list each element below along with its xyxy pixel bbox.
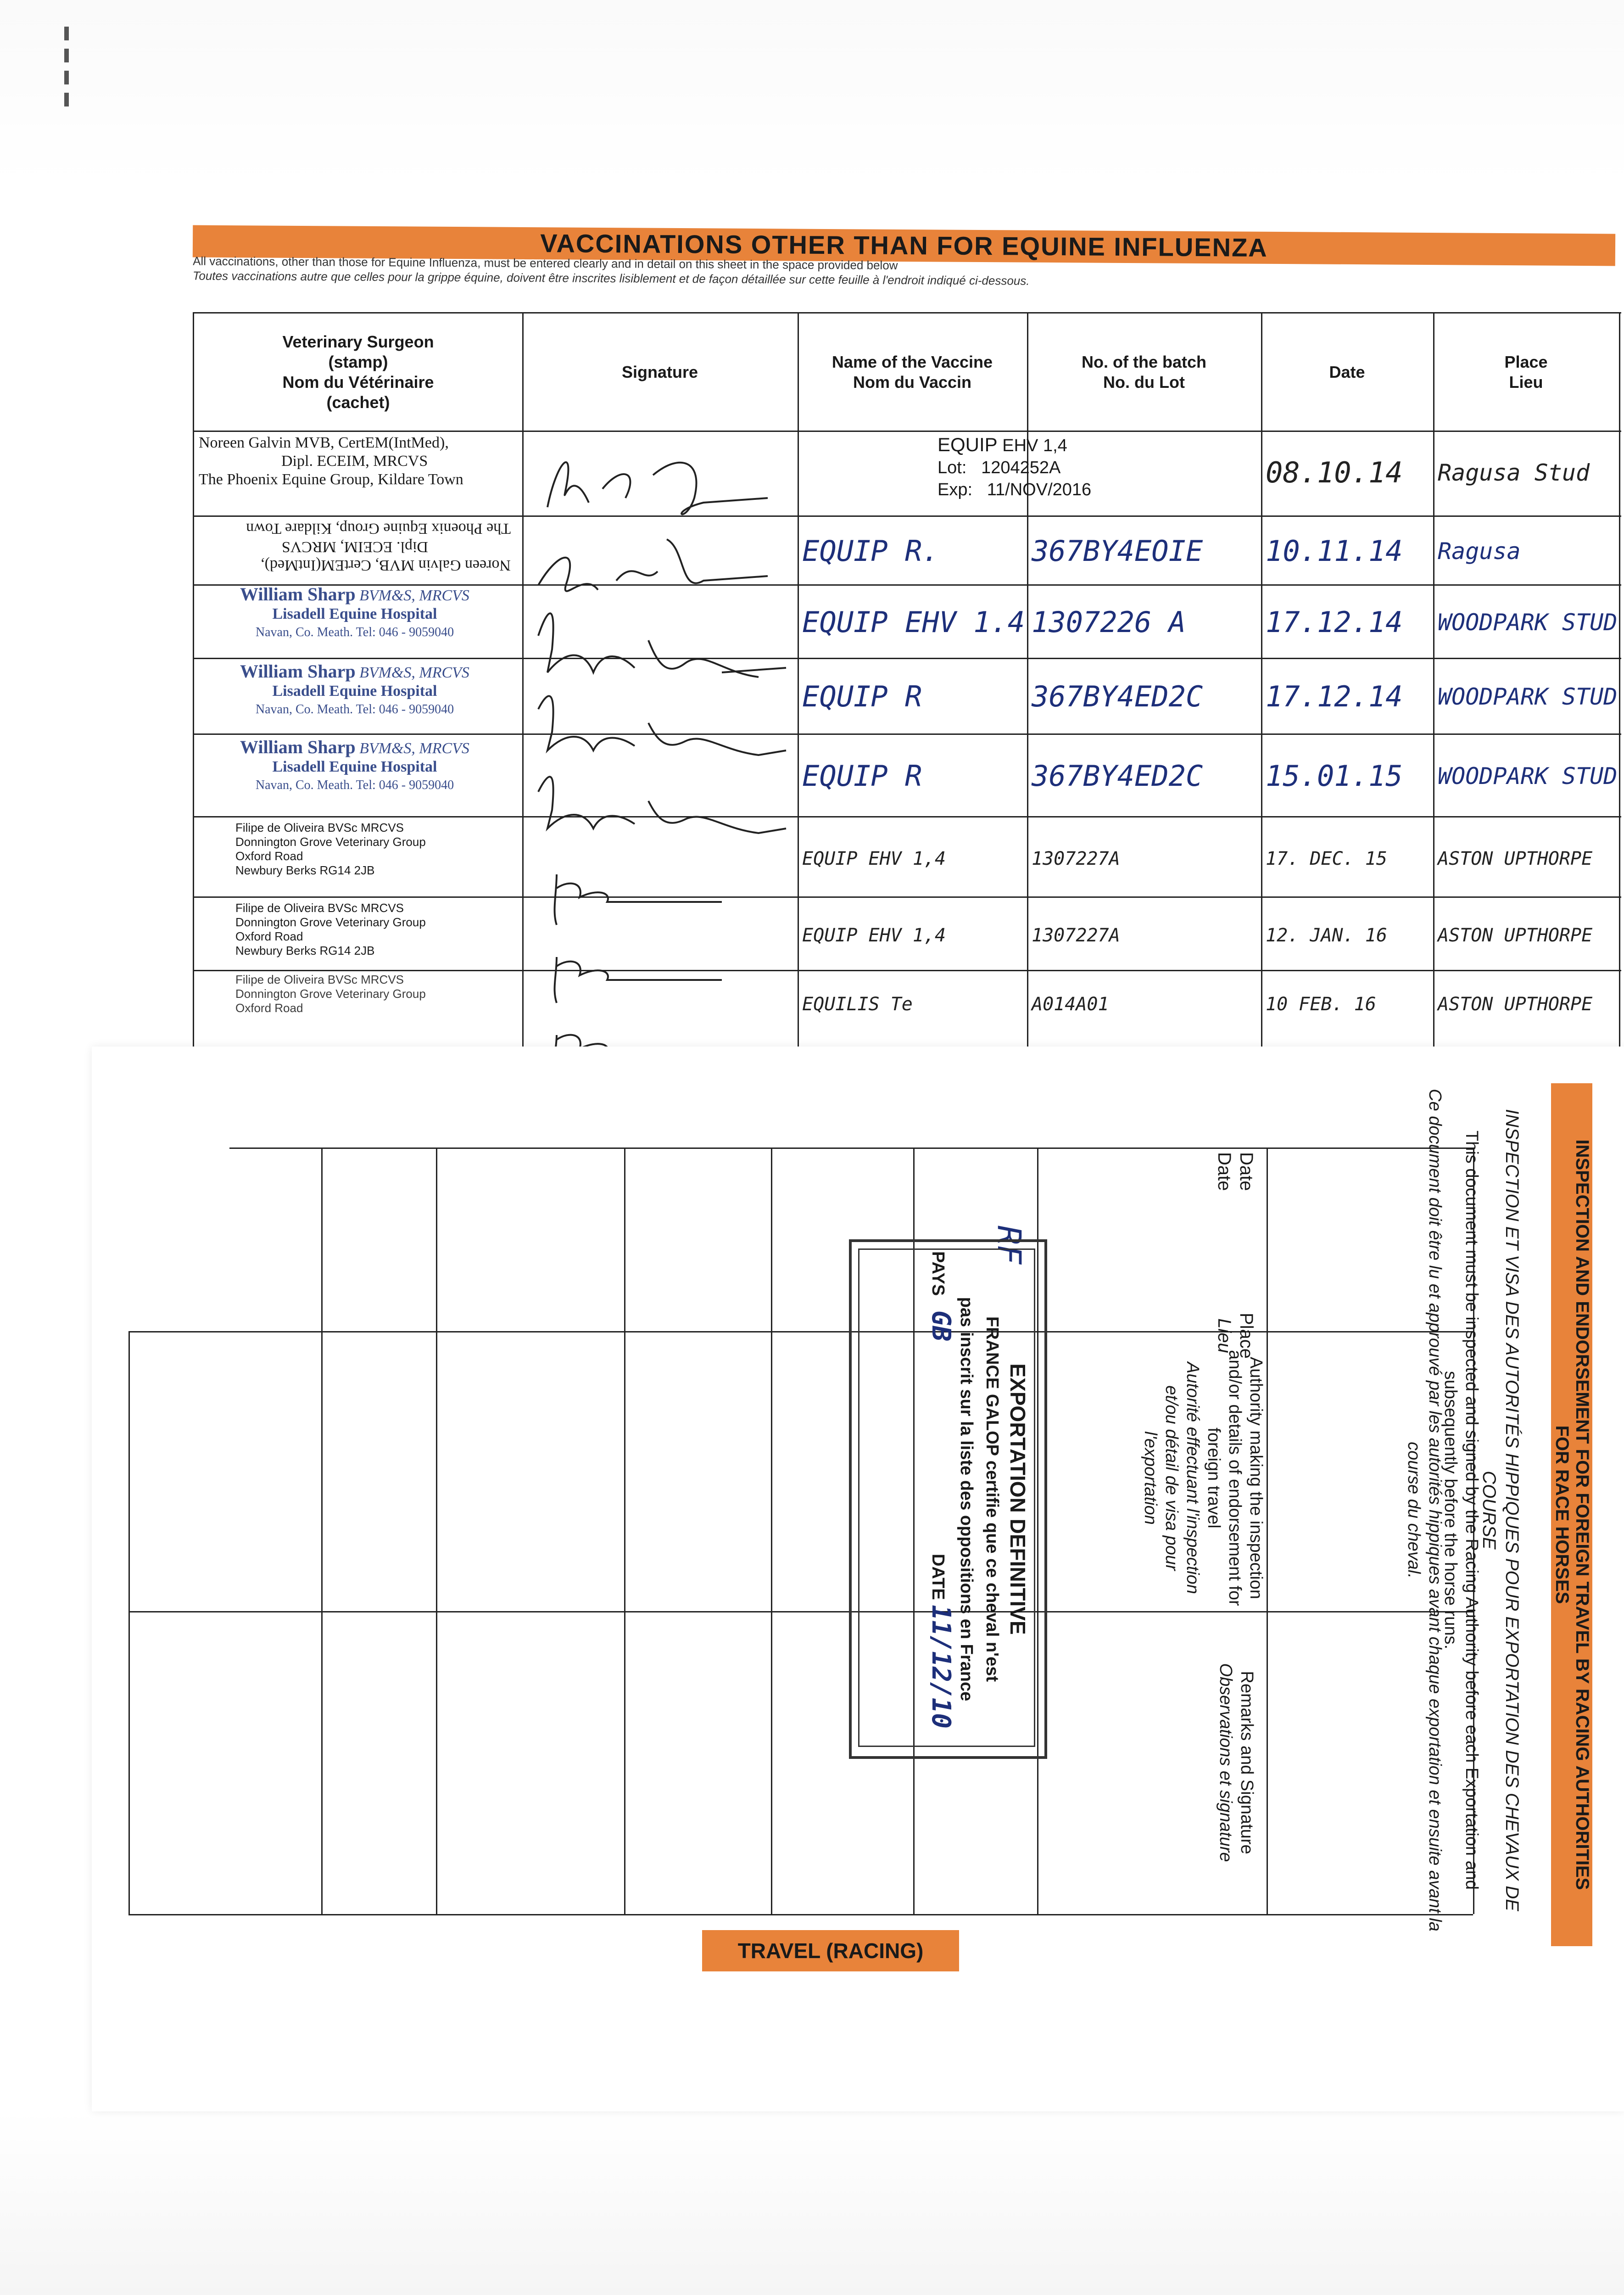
row-place-8: ASTON UPTHORPE	[1438, 994, 1593, 1015]
row-date-8: 10 FEB. 16	[1266, 994, 1376, 1015]
row-batch-4: 367BY4ED2C	[1032, 680, 1203, 713]
vaccine-label-sticker: EQUIP EHV 1,4 Lot: 1204252A Exp: 11/NOV/2016	[938, 434, 1092, 499]
row-vaccine-3: EQUIP EHV 1.4	[802, 605, 1025, 639]
travel-heading: INSPECTION AND ENDORSEMENT FOR FOREIGN TRAVEL BY RACING AUTHORITIES FOR RACE HORSES	[1552, 1139, 1592, 1890]
row-batch-1	[1032, 434, 1259, 512]
row-place-7: ASTON UPTHORPE	[1438, 925, 1593, 946]
row-batch-2: 367BY4EOIE	[1032, 534, 1203, 568]
vet-stamp-galvin-inverted: Noreen Galvin MVB, CertEM(IntMed), Dipl. ECEIM, MRCVS The Phoenix Equine Group, Kildare Town	[246, 520, 511, 574]
intro-french: Toutes vaccinations autre que celles pour la grippe équine, doivent être inscrites lisiblement et de façon détaillée sur cette feuille à l'endroit indiqué ci-dessous.	[192, 269, 1030, 288]
col-authority: Authority making the inspection and/or details of endorsement for foreign travel Autorité effectuant l'inspection et/ou détail de visa pour l'exportation	[1141, 1350, 1266, 1606]
signature-oliveira-2	[555, 957, 722, 1003]
row-place-4: WOODPARK STUD	[1438, 683, 1618, 710]
vet-stamp-oliveira-1: Filipe de Oliveira BVSc MRCVS Donnington Grove Veterinary Group Oxford Road Newbury Berks RG14 2JB	[235, 821, 426, 877]
signature-galvin-2	[538, 539, 768, 591]
france-galop-export-stamp	[849, 1239, 1047, 1759]
signature-sharp-1	[538, 613, 786, 677]
signature-sharp-2	[538, 696, 786, 755]
row-date-4: 17.12.14	[1266, 680, 1403, 713]
row-vaccine-1	[802, 434, 1027, 512]
col-date: Date Date	[1214, 1152, 1256, 1191]
header-veterinary-surgeon: Veterinary Surgeon (stamp) Nom du Vétérinaire (cachet)	[282, 332, 434, 412]
header-batch-number: No. of the batch No. du Lot	[1082, 352, 1206, 392]
row-batch-6: 1307227A	[1032, 848, 1120, 869]
travel-instructions-english: This document must be inspected and signed by the Racing Authority before each Exportation and subsequently before the horse runs.	[1441, 1130, 1481, 1890]
row-vaccine-2: EQUIP R.	[802, 534, 939, 568]
stamp-date-value: 11/12/10	[926, 1605, 956, 1729]
row-batch-7: 1307227A	[1032, 925, 1120, 946]
col-remarks: Remarks and Signature Observations et signature	[1216, 1663, 1256, 1862]
row-date-3: 17.12.14	[1266, 605, 1403, 639]
stamp-pays-value: GB	[926, 1310, 956, 1342]
vaccination-table	[193, 312, 1621, 1071]
vet-stamp-sharp-1: William Sharp BVM&S, MRCVS Lisadell Equine Hospital Navan, Co. Meath. Tel: 046 - 9059040	[240, 584, 469, 639]
intro-english: All vaccinations, other than those for Equine Influenza, must be entered clearly and in detail on this sheet in the space provided below	[193, 254, 898, 272]
row-place-3: WOODPARK STUD	[1438, 609, 1618, 636]
row-date-6: 17. DEC. 15	[1266, 848, 1387, 869]
row-vaccine-4: EQUIP R	[802, 680, 922, 713]
vet-stamp-oliveira-3: Filipe de Oliveira BVSc MRCVS Donnington Grove Veterinary Group Oxford Road	[235, 973, 426, 1015]
col-place: Place Lieu	[1214, 1312, 1256, 1359]
stamp-pays-label: PAYS	[928, 1251, 948, 1296]
banner-title: VACCINATIONS OTHER THAN FOR EQUINE INFLUENZA	[540, 229, 1268, 262]
vet-stamp-oliveira-2: Filipe de Oliveira BVSc MRCVS Donnington Grove Veterinary Group Oxford Road Newbury Berks RG14 2JB	[235, 901, 426, 957]
vet-stamp-sharp-3: William Sharp BVM&S, MRCVS Lisadell Equine Hospital Navan, Co. Meath. Tel: 046 - 9059040	[240, 737, 469, 792]
binder-margin-marks	[64, 18, 83, 147]
signature-oliveira-1	[555, 874, 722, 925]
row-batch-8: A014A01	[1032, 994, 1109, 1015]
header-signature: Signature	[621, 362, 698, 381]
row-place-1: Ragusa Stud	[1438, 459, 1590, 486]
signatures	[529, 434, 795, 1067]
row-vaccine-7: EQUIP EHV 1,4	[802, 925, 946, 946]
handwritten-initials: RF	[990, 1226, 1028, 1265]
header-place: Place Lieu	[1504, 352, 1548, 392]
row-vaccine-5: EQUIP R	[802, 759, 922, 793]
travel-endorsement-sheet	[92, 1047, 1624, 2111]
travel-heading-french: INSPECTION ET VISA DES AUTORITÉS HIPPIQUES POUR EXPORTATION DES CHEVAUX DE COURSE	[1479, 1109, 1522, 1911]
row-date-2: 10.11.14	[1266, 534, 1403, 568]
row-vaccine-8: EQUILIS Te	[802, 994, 913, 1015]
row-batch-3: 1307226 A	[1032, 605, 1186, 639]
row-place-6: ASTON UPTHORPE	[1438, 848, 1593, 869]
row-batch-5: 367BY4ED2C	[1032, 759, 1203, 793]
vaccination-record-sheet	[193, 230, 1624, 1056]
stamp-line-1: FRANCE GALOP certifie que ce cheval n'est	[982, 1316, 1002, 1682]
row-vaccine-6: EQUIP EHV 1,4	[802, 848, 946, 869]
row-date-1: 08.10.14	[1266, 456, 1403, 489]
row-date-7: 12. JAN. 16	[1266, 925, 1387, 946]
row-place-5: WOODPARK STUD	[1438, 762, 1618, 789]
travel-instructions-french: Ce document doit être lu et approuvé par les autorités hippiques avant chaque exportation et ensuite avant la course du cheval.	[1404, 1089, 1445, 1931]
stamp-date-label: DATE	[928, 1554, 948, 1600]
stamp-line-2: pas inscrit sur la liste des oppositions en France	[957, 1297, 976, 1702]
footer-tab-travel-racing: TRAVEL (RACING)	[702, 1930, 959, 1971]
row-place-2: Ragusa	[1438, 538, 1521, 565]
vet-stamp-sharp-2: William Sharp BVM&S, MRCVS Lisadell Equine Hospital Navan, Co. Meath. Tel: 046 - 9059040	[240, 661, 469, 716]
header-vaccine-name: Name of the Vaccine Nom du Vaccin	[832, 352, 993, 392]
signature-sharp-3	[538, 777, 786, 833]
row-date-5: 15.01.15	[1266, 759, 1403, 793]
vet-stamp-galvin: Noreen Galvin MVB, CertEM(IntMed), Dipl. ECEIM, MRCVS The Phoenix Equine Group, Kildare Town	[199, 434, 463, 488]
stamp-title: EXPORTATION DEFINITIVE	[1006, 1363, 1030, 1635]
signature-galvin-1	[547, 462, 768, 514]
header-date: Date	[1329, 362, 1365, 381]
